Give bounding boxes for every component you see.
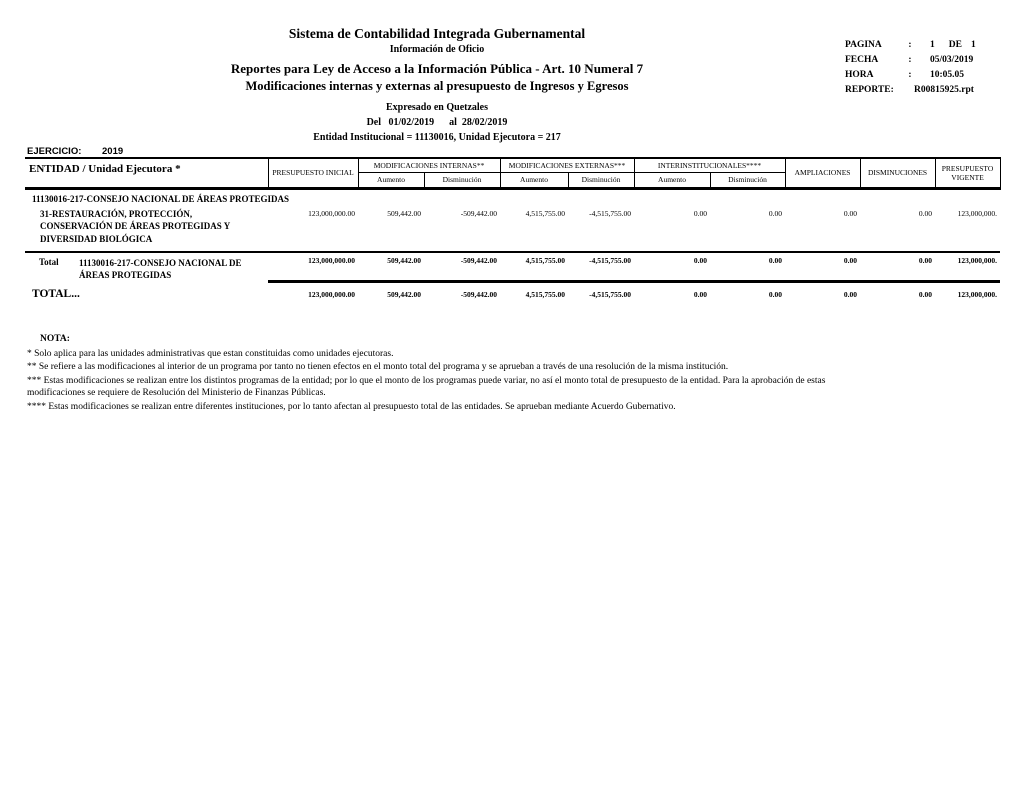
total-interinst-disminucion: 0.00: [710, 252, 785, 282]
budget-modifications-table: [25, 157, 1001, 303]
grand-presupuesto-inicial: 123,000,000.00: [308, 290, 355, 300]
total-presupuesto-inicial: 123,000,000.00: [268, 252, 358, 282]
fecha-label: FECHA: [845, 55, 879, 65]
pagina-value: 1: [930, 40, 935, 50]
currency-note: Expresado en Quetzales: [385, 102, 489, 113]
col-header-ampliaciones: AMPLIACIONES: [785, 158, 860, 188]
system-title: Sistema de Contabilidad Integrada Gubernamental: [288, 26, 586, 41]
cell-presupuesto-vigente: 123,000,000.: [935, 206, 1000, 252]
ejercicio-label: EJERCICIO:: [27, 146, 82, 157]
reporte-label: REPORTE:: [845, 85, 894, 95]
note-line-3: *** Estas modificaciones se realizan entre los distintos programas de la entidad; por lo que el monto de los programas puede variar, no así el monto total de presupuesto de la entidad. Para la aprobación de estas modificaciones se requiere de Resolución del Ministerio de Finanzas Públicas.: [27, 375, 826, 398]
note-line-4: **** Estas modificaciones se realizan entre diferentes instituciones, por lo tanto afectan al presupuesto total de las entidades. Se aprueban mediante Acuerdo Gubernativo.: [27, 401, 676, 412]
cell-ampliaciones: 0.00: [785, 206, 860, 252]
meta-fecha-row: [845, 53, 1023, 68]
col-header-presupuesto-vigente: PRESUPUESTO VIGENTE: [935, 158, 1000, 188]
cell-presupuesto-inicial: 123,000,000.00: [268, 206, 358, 252]
grand-total-row: [25, 282, 1000, 304]
report-law-title: Reportes para Ley de Acceso a la Información Pública - Art. 10 Numeral 7: [230, 61, 644, 76]
cell-disminuciones: 0.00: [860, 206, 935, 252]
grand-internas-aumento: 509,442.00: [387, 290, 421, 300]
col-header-externas-aumento: Aumento: [500, 173, 568, 188]
hora-label: HORA: [845, 70, 874, 80]
report-header: [0, 26, 874, 143]
pagina-de-label: DE: [948, 40, 962, 50]
total-internas-disminucion: -509,442.00: [424, 252, 500, 282]
grand-total-label: TOTAL...: [32, 287, 80, 300]
program-data-row: [25, 206, 1000, 252]
total-presupuesto-vigente: 123,000,000.: [935, 252, 1000, 282]
col-header-interinst-disminucion: Disminución: [710, 173, 785, 188]
col-header-externas-disminucion: Disminución: [568, 173, 634, 188]
cell-internas-aumento: 509,442.00: [358, 206, 424, 252]
col-header-interinst-aumento: Aumento: [634, 173, 710, 188]
meta-hora-row: [845, 68, 1023, 83]
col-header-entidad: ENTIDAD / Unidad Ejecutora *: [25, 158, 268, 188]
cell-interinst-disminucion: 0.00: [710, 206, 785, 252]
total-interinst-aumento: 0.00: [634, 252, 710, 282]
cell-externas-disminucion: -4,515,755.00: [568, 206, 634, 252]
cell-externas-aumento: 4,515,755.00: [500, 206, 568, 252]
col-group-modificaciones-externas: MODIFICACIONES EXTERNAS***: [500, 158, 634, 173]
grand-disminuciones: 0.00: [918, 290, 933, 300]
meta-pagina-row: [845, 38, 1023, 53]
entity-group-title: 11130016-217-CONSEJO NACIONAL DE ÁREAS PROTEGIDAS: [25, 188, 1000, 206]
report-meta-block: [845, 38, 1023, 98]
grand-interinst-disminucion: 0.00: [768, 290, 783, 300]
cell-internas-disminucion: -509,442.00: [424, 206, 500, 252]
col-header-presupuesto-inicial: PRESUPUESTO INICIAL: [268, 158, 358, 188]
ejercicio-line: [27, 146, 123, 157]
fecha-value: 05/03/2019: [930, 55, 974, 65]
entity-total-name-cell: [25, 252, 268, 282]
cell-interinst-aumento: 0.00: [634, 206, 710, 252]
pagina-label: PAGINA: [845, 40, 882, 50]
note-line-2: ** Se refiere a las modificaciones al interior de un programa por tanto no tienen efectos en el monto total del programa y se aprueban a través de una resolución de la misma institución.: [27, 362, 729, 372]
subtitle-oficio: Información de Oficio: [389, 44, 485, 55]
grand-total-label-cell: [25, 282, 268, 304]
program-name: 31-RESTAURACIÓN, PROTECCIÓN, CONSERVACIÓN DE ÁREAS PROTEGIDAS Y DIVERSIDAD BIOLÓGICA: [25, 206, 268, 252]
grand-ampliaciones: 0.00: [843, 290, 858, 300]
grand-interinst-aumento: 0.00: [693, 290, 708, 300]
entity-filter-line: Entidad Institucional = 11130016, Unidad Ejecutora = 217: [313, 132, 561, 143]
reporte-value: R00815925.rpt: [914, 85, 974, 95]
notes-section: [27, 333, 879, 413]
ejercicio-value: 2019: [102, 146, 124, 157]
col-group-interinstitucionales: INTERINSTITUCIONALES****: [634, 158, 785, 173]
grand-externas-disminucion: -4,515,755.00: [589, 290, 632, 300]
note-line-1: * Solo aplica para las unidades administrativas que estan constituidas como unidades ejecutoras.: [27, 348, 394, 359]
report-modifications-title: Modificaciones internas y externas al presupuesto de Ingresos y Egresos: [245, 79, 629, 93]
col-header-internas-aumento: Aumento: [358, 173, 424, 188]
grand-internas-disminucion: -509,442.00: [460, 290, 498, 300]
col-header-internas-disminucion: Disminución: [424, 173, 500, 188]
total-label: Total: [39, 256, 59, 267]
entity-total-row: [25, 252, 1000, 282]
hora-separator: :: [908, 70, 912, 80]
col-header-disminuciones: DISMINUCIONES: [860, 158, 935, 188]
date-range: Del 01/02/2019 al 28/02/2019: [366, 117, 508, 128]
hora-value: 10:05.05: [930, 70, 965, 80]
grand-presupuesto-vigente: 123,000,000.: [957, 290, 998, 300]
total-disminuciones: 0.00: [860, 252, 935, 282]
fecha-separator: :: [908, 55, 912, 65]
grand-externas-aumento: 4,515,755.00: [525, 290, 566, 300]
notes-title: NOTA:: [40, 334, 70, 344]
pagina-de-value: 1: [970, 40, 976, 50]
total-ampliaciones: 0.00: [785, 252, 860, 282]
total-externas-aumento: 4,515,755.00: [500, 252, 568, 282]
col-group-modificaciones-internas: MODIFICACIONES INTERNAS**: [358, 158, 500, 173]
meta-reporte-row: [845, 83, 1023, 98]
total-internas-aumento: 509,442.00: [358, 252, 424, 282]
pagina-separator: :: [908, 40, 912, 50]
entity-group-row: [25, 188, 1000, 206]
total-entity-name: 11130016-217-CONSEJO NACIONAL DE ÁREAS PROTEGIDAS: [79, 257, 242, 281]
total-externas-disminucion: -4,515,755.00: [568, 252, 634, 282]
